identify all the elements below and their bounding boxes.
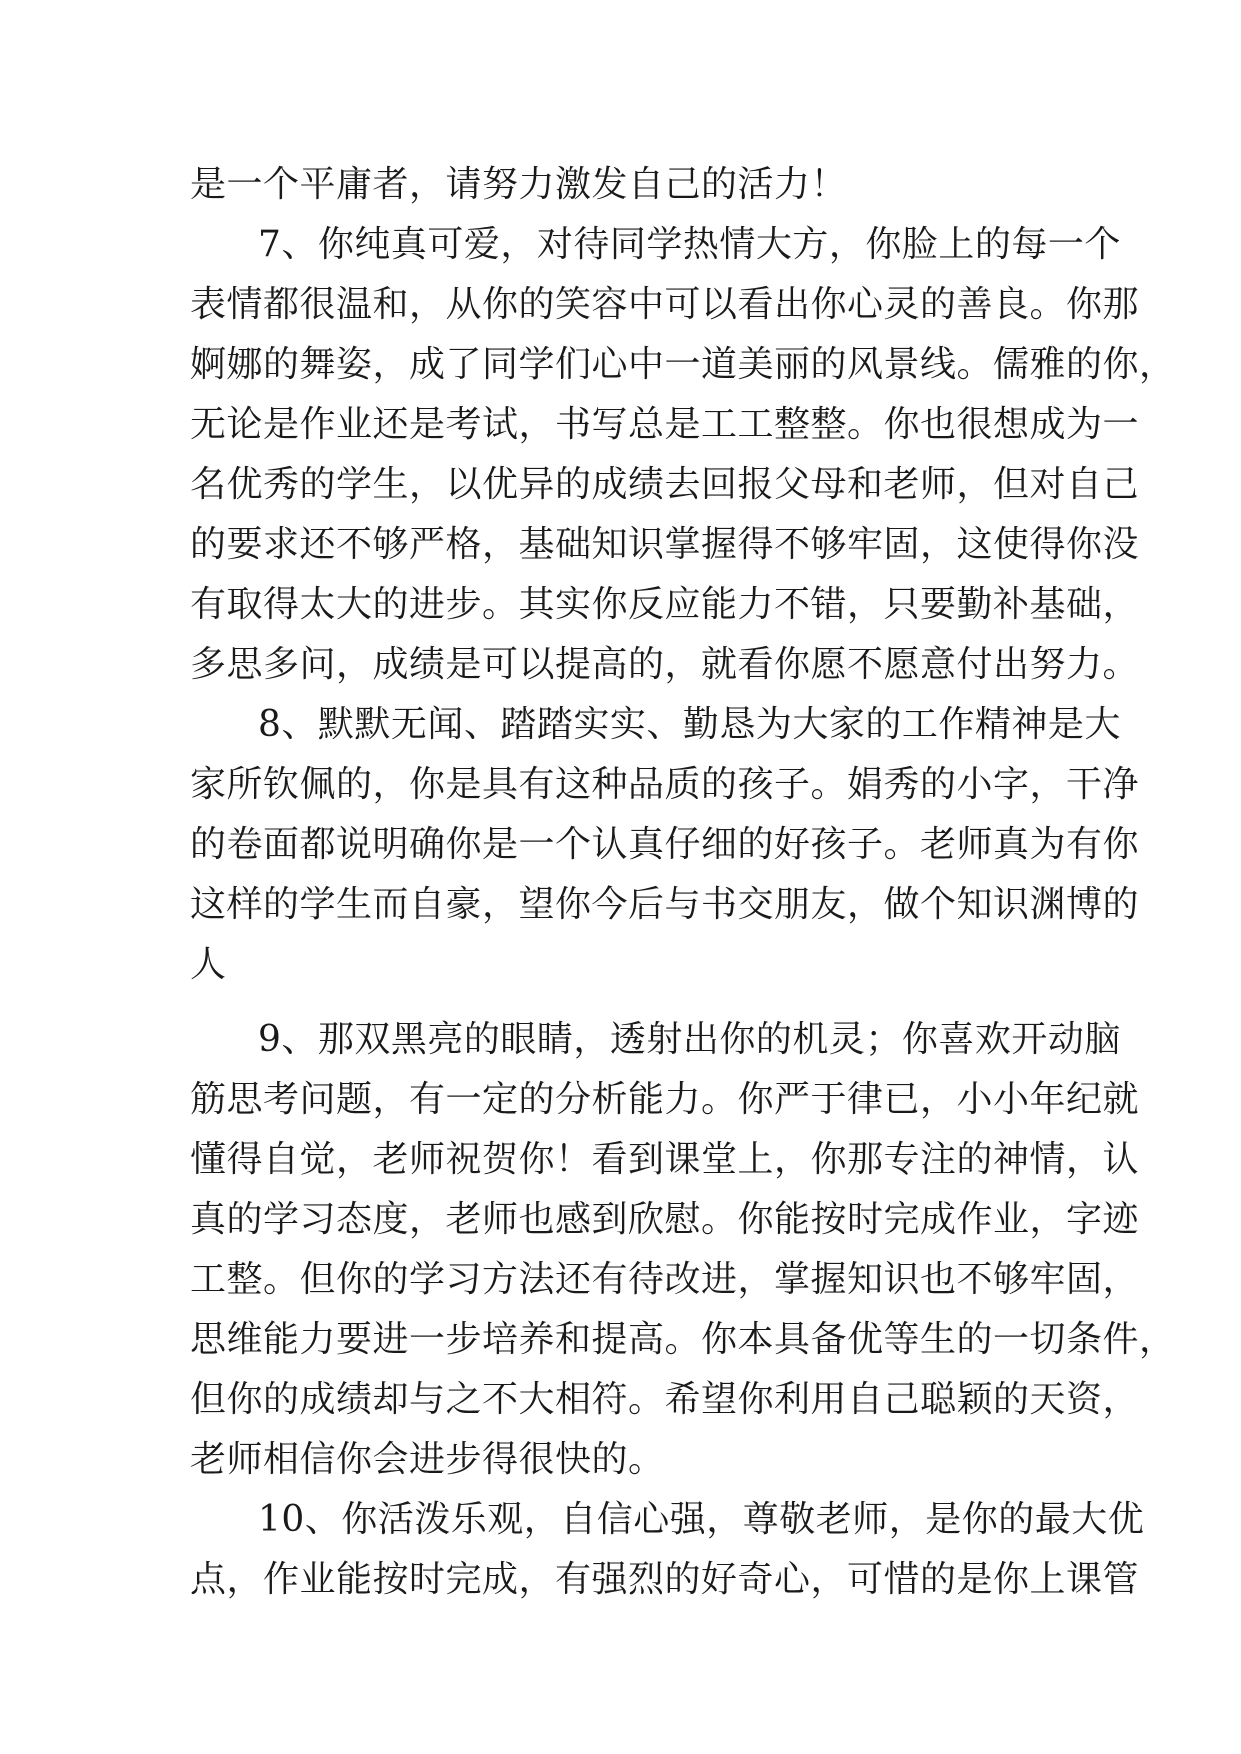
text-line: 老师相信你会进步得很快的。 xyxy=(190,1439,665,1480)
text-line: 思维能力要进一步培养和提高。你本具备优等生的一切条件， xyxy=(190,1319,1176,1360)
text-line: 人 xyxy=(190,944,227,985)
text-line: 但你的成绩却与之不大相符。希望你利用自己聪颖的天资， xyxy=(190,1379,1140,1420)
paragraph-10-first-line: 10、你活泼乐观，自信心强，尊敬老师，是你的最大优 xyxy=(258,1499,1145,1540)
text-line: 真的学习态度，老师也感到欣慰。你能按时完成作业，字迹 xyxy=(190,1199,1140,1240)
text-line: 的卷面都说明确你是一个认真仔细的好孩子。老师真为有你 xyxy=(190,824,1140,865)
text-line: 这样的学生而自豪，望你今后与书交朋友，做个知识渊博的 xyxy=(190,884,1140,925)
paragraph-9-first-line: 9、那双黑亮的眼睛，透射出你的机灵；你喜欢开动脑 xyxy=(258,1019,1121,1060)
text-line: 名优秀的学生，以优异的成绩去回报父母和老师，但对自己 xyxy=(190,464,1140,505)
text-line: 筋思考问题，有一定的分析能力。你严于律已，小小年纪就 xyxy=(190,1079,1140,1120)
paragraph-8-first-line: 8、默默无闻、踏踏实实、勤恳为大家的工作精神是大 xyxy=(258,704,1121,745)
text-line: 多思多问，成绩是可以提高的，就看你愿不愿意付出努力。 xyxy=(190,644,1140,685)
text-line: 婀娜的舞姿，成了同学们心中一道美丽的风景线。儒雅的你， xyxy=(190,344,1176,385)
text-line: 表情都很温和，从你的笑容中可以看出你心灵的善良。你那 xyxy=(190,284,1140,325)
text-line: 点，作业能按时完成，有强烈的好奇心，可惜的是你上课管 xyxy=(190,1559,1140,1600)
text-line: 懂得自觉，老师祝贺你！看到课堂上，你那专注的神情，认 xyxy=(190,1139,1140,1180)
text-line: 无论是作业还是考试，书写总是工工整整。你也很想成为一 xyxy=(190,404,1140,445)
text-line: 有取得太大的进步。其实你反应能力不错，只要勤补基础， xyxy=(190,584,1140,625)
text-line: 是一个平庸者，请努力激发自己的活力！ xyxy=(190,164,848,205)
text-line: 家所钦佩的，你是具有这种品质的孩子。娟秀的小字，干净 xyxy=(190,764,1140,805)
paragraph-7-first-line: 7、你纯真可爱，对待同学热情大方，你脸上的每一个 xyxy=(258,224,1121,265)
text-line: 工整。但你的学习方法还有待改进，掌握知识也不够牢固， xyxy=(190,1259,1140,1300)
text-line: 的要求还不够严格，基础知识掌握得不够牢固，这使得你没 xyxy=(190,524,1140,565)
